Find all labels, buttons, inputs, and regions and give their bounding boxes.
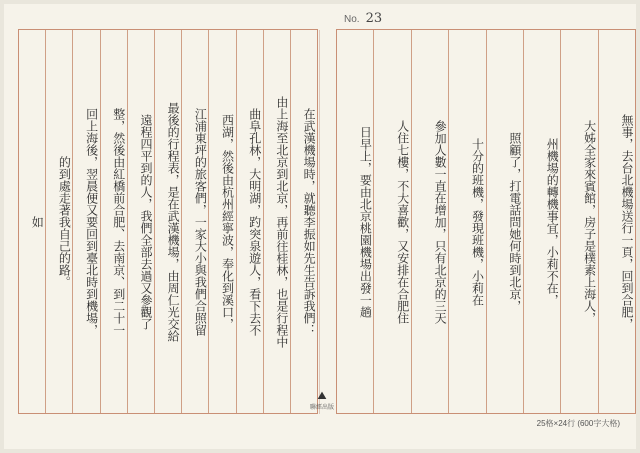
- manuscript-column: 的到處走著我自己的路。: [46, 29, 73, 414]
- manuscript-column: 最後的行程表，是在武漢機場，由周仁光交給: [155, 29, 182, 414]
- manuscript-column: 整，然後由紅橋前合肥、去南京、到二十一: [101, 29, 128, 414]
- manuscript-column: 如: [18, 29, 46, 414]
- manuscript-column: 在武漢機場時，就聽李振如先生告訴我們：: [291, 29, 318, 414]
- manuscript-column: 日早上，要由北京桃園機場出發一趟: [336, 29, 374, 414]
- publisher-name: 聯經出版: [309, 405, 334, 411]
- manuscript-column: 參加人數一直在增加，只有北京的三天: [412, 29, 449, 414]
- publisher-logo: [304, 390, 340, 416]
- manuscript-sheet: [4, 4, 636, 449]
- manuscript-column: 西湖，然後由杭州經寧波，奉化到溪口，: [209, 29, 236, 414]
- right-page: [336, 29, 636, 414]
- page-number: [344, 11, 382, 26]
- manuscript-column: 回上海後，翌晨便又要回到臺北時到機場，: [73, 29, 100, 414]
- manuscript-column: 由上海至北京到北京，再前往桂林，也是行程中: [264, 29, 291, 414]
- mountain-icon: ⛰: [317, 389, 327, 402]
- manuscript-column: 無事，去台北機場送行一頁，回到合肥，: [599, 29, 636, 414]
- manuscript-column: 大姊全家來賓館，房子是樸素上海人，: [561, 29, 598, 414]
- center-fold: [319, 30, 320, 414]
- manuscript-column: 州機場的轉機事宜，小莉不在，: [524, 29, 561, 414]
- manuscript-column: 曲阜孔林，大明湖，趵突泉遊人，看下去不: [237, 29, 264, 414]
- manuscript-column: 十分的班機，發現班機，小莉在: [449, 29, 486, 414]
- manuscript-column: 人住七樓，不大喜歡，又安排在合肥住: [374, 29, 411, 414]
- manuscript-column: 遠程四平到的人，我們全部去過又參觀了: [128, 29, 155, 414]
- page-number-label: No.: [344, 14, 360, 25]
- manuscript-column: 江浦東坪的旅客們，一家大小與我們合照留: [182, 29, 209, 414]
- page-number-value: 23: [365, 11, 383, 26]
- left-grid: [18, 29, 318, 414]
- right-grid: [336, 29, 636, 414]
- manuscript-column: 照顧了，打電話問她何時到北京，: [487, 29, 524, 414]
- left-page: [18, 29, 318, 414]
- paper-spec: 25格×24行 (600字大格): [536, 419, 620, 428]
